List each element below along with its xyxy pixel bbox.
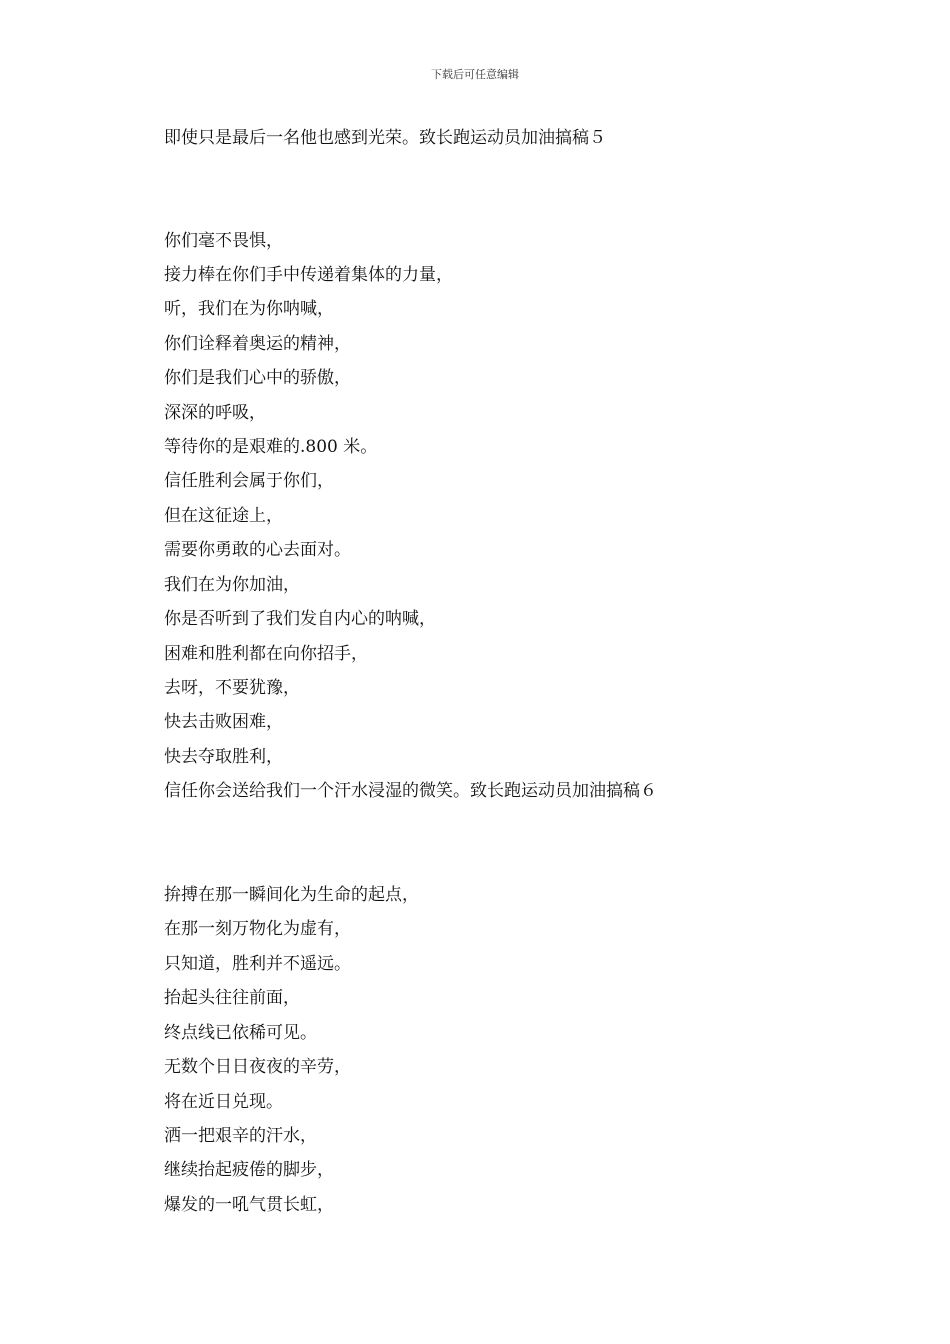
text-line: 在那一刻万物化为虚有， — [164, 919, 351, 939]
text-line: 困难和胜利都在向你招手， — [164, 644, 368, 664]
text-line: 等待你的是艰难的.800 米。 — [164, 437, 378, 457]
text-line: 接力棒在你们手中传递着集体的力量， — [164, 265, 453, 285]
text-line: 深深的呼吸， — [164, 403, 266, 423]
text-line: 听，我们在为你呐喊， — [164, 299, 334, 319]
text-line: 洒一把艰辛的汗水， — [164, 1126, 317, 1146]
text-line: 抬起头往往前面， — [164, 988, 300, 1008]
text-line: 你是否听到了我们发自内心的呐喊， — [164, 609, 436, 629]
text-line: 但在这征途上， — [164, 506, 283, 526]
text-line: 快去击败困难， — [164, 712, 283, 732]
text-line: 去呀，不要犹豫， — [164, 678, 300, 698]
text-line: 我们在为你加油， — [164, 575, 300, 595]
text-line: 快去夺取胜利， — [164, 747, 283, 767]
text-line: 信任你会送给我们一个汗水浸湿的微笑。致长跑运动员加油搞稿６ — [164, 781, 657, 801]
text-line: 爆发的一吼气贯长虹， — [164, 1195, 334, 1215]
text-line: 只知道，胜利并不遥远。 — [164, 954, 351, 974]
text-line: 将在近日兑现。 — [164, 1092, 283, 1112]
text-line: 需要你勇敢的心去面对。 — [164, 540, 351, 560]
page-header: 下载后可任意编辑 — [431, 68, 519, 81]
text-line: 你们毫不畏惧， — [164, 231, 283, 251]
text-line: 无数个日日夜夜的辛劳， — [164, 1057, 351, 1077]
text-line: 即使只是最后一名他也感到光荣。致长跑运动员加油搞稿５ — [164, 128, 606, 148]
text-line: 拚搏在那一瞬间化为生命的起点， — [164, 885, 419, 905]
text-line: 终点线已依稀可见。 — [164, 1023, 317, 1043]
text-line: 你们是我们心中的骄傲， — [164, 368, 351, 388]
text-line: 继续抬起疲倦的脚步， — [164, 1160, 334, 1180]
text-line: 你们诠释着奥运的精神， — [164, 334, 351, 354]
text-line: 信任胜利会属于你们， — [164, 471, 334, 491]
